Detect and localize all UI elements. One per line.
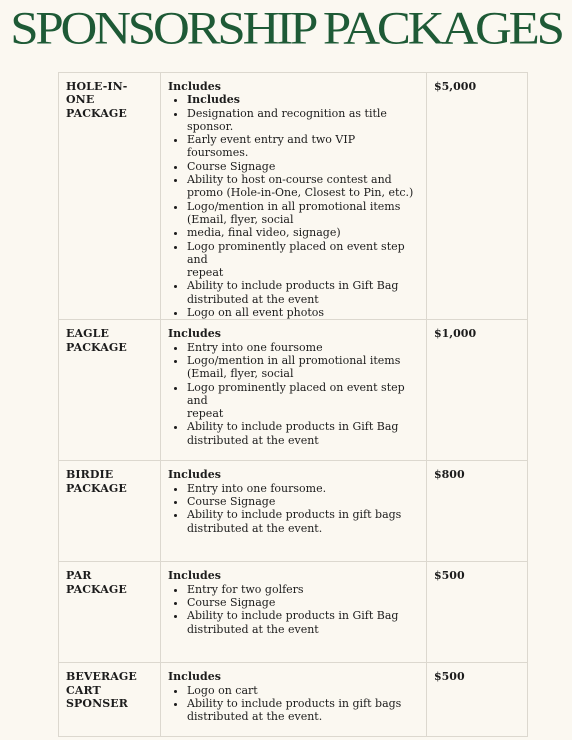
- package-price: $1,000: [427, 320, 528, 461]
- includes-list-item: • Course Signage: [187, 160, 419, 173]
- package-row: [59, 663, 528, 737]
- package-price: $500: [427, 562, 528, 663]
- package-name: EAGLE PACKAGE: [59, 320, 161, 461]
- includes-list-item: • Entry into one foursome: [187, 341, 419, 354]
- package-row: [59, 562, 528, 663]
- package-includes: [161, 562, 427, 663]
- package-row: [59, 320, 528, 461]
- includes-list-item: • Course Signage: [187, 596, 419, 609]
- includes-heading: Includes: [168, 569, 221, 583]
- includes-list-item: • Ability to include products in Gift Bag distributed at the event: [187, 420, 419, 447]
- package-includes: [161, 73, 427, 320]
- package-name: HOLE-IN-ONE PACKAGE: [59, 73, 161, 320]
- includes-list-item: • Logo/mention in all promotional items (Email, flyer, social: [187, 200, 419, 227]
- includes-list-item: • Entry for two golfers: [187, 583, 419, 596]
- includes-list-item: • Logo on all event photos: [187, 306, 419, 319]
- includes-list-item: • Logo prominently placed on event step and repeat: [187, 240, 419, 280]
- package-includes: [161, 663, 427, 737]
- package-name: BIRDIE PACKAGE: [59, 461, 161, 562]
- includes-heading: Includes: [168, 327, 221, 341]
- includes-heading: Includes: [168, 468, 221, 482]
- includes-list-item: • Includes: [187, 93, 419, 106]
- includes-list-item: • Early event entry and two VIP foursomes.: [187, 133, 419, 160]
- includes-list-item: • media, final video, signage): [187, 226, 419, 239]
- page-title: SPONSORSHIP PACKAGES: [10, 2, 562, 55]
- package-name: BEVERAGE CART SPONSER: [59, 663, 161, 737]
- includes-list-item: • Ability to host on-course contest and promo (Hole-in-One, Closest to Pin, etc.): [187, 173, 419, 200]
- package-price: $500: [427, 663, 528, 737]
- package-includes: [161, 461, 427, 562]
- package-row: [59, 461, 528, 562]
- includes-list-item: • Logo/mention in all promotional items (Email, flyer, social: [187, 354, 419, 381]
- includes-heading: Includes: [168, 80, 221, 93]
- packages-table: [58, 72, 528, 737]
- includes-heading: Includes: [168, 670, 221, 684]
- includes-list: [168, 684, 419, 724]
- package-includes: [161, 320, 427, 461]
- includes-list-item: • Ability to include products in gift bags distributed at the event.: [187, 697, 419, 724]
- package-price: $800: [427, 461, 528, 562]
- includes-list-item: • Designation and recognition as title sponsor.: [187, 107, 419, 134]
- package-price: $5,000: [427, 73, 528, 320]
- includes-list: [168, 341, 419, 447]
- package-name: PAR PACKAGE: [59, 562, 161, 663]
- includes-list: [168, 482, 419, 535]
- includes-list-item: • Ability to include products in gift bags distributed at the event.: [187, 508, 419, 535]
- includes-list-item: • Logo on cart: [187, 684, 419, 697]
- includes-list-item: • Course Signage: [187, 495, 419, 508]
- includes-list-item: • Logo prominently placed on event step and repeat: [187, 381, 419, 421]
- includes-list-item: • Entry into one foursome.: [187, 482, 419, 495]
- includes-list-item: • Ability to include products in Gift Bag distributed at the event: [187, 609, 419, 636]
- includes-list: [168, 93, 419, 319]
- package-row: [59, 73, 528, 320]
- includes-list-item: • Ability to include products in Gift Bag distributed at the event: [187, 279, 419, 306]
- includes-list: [168, 583, 419, 636]
